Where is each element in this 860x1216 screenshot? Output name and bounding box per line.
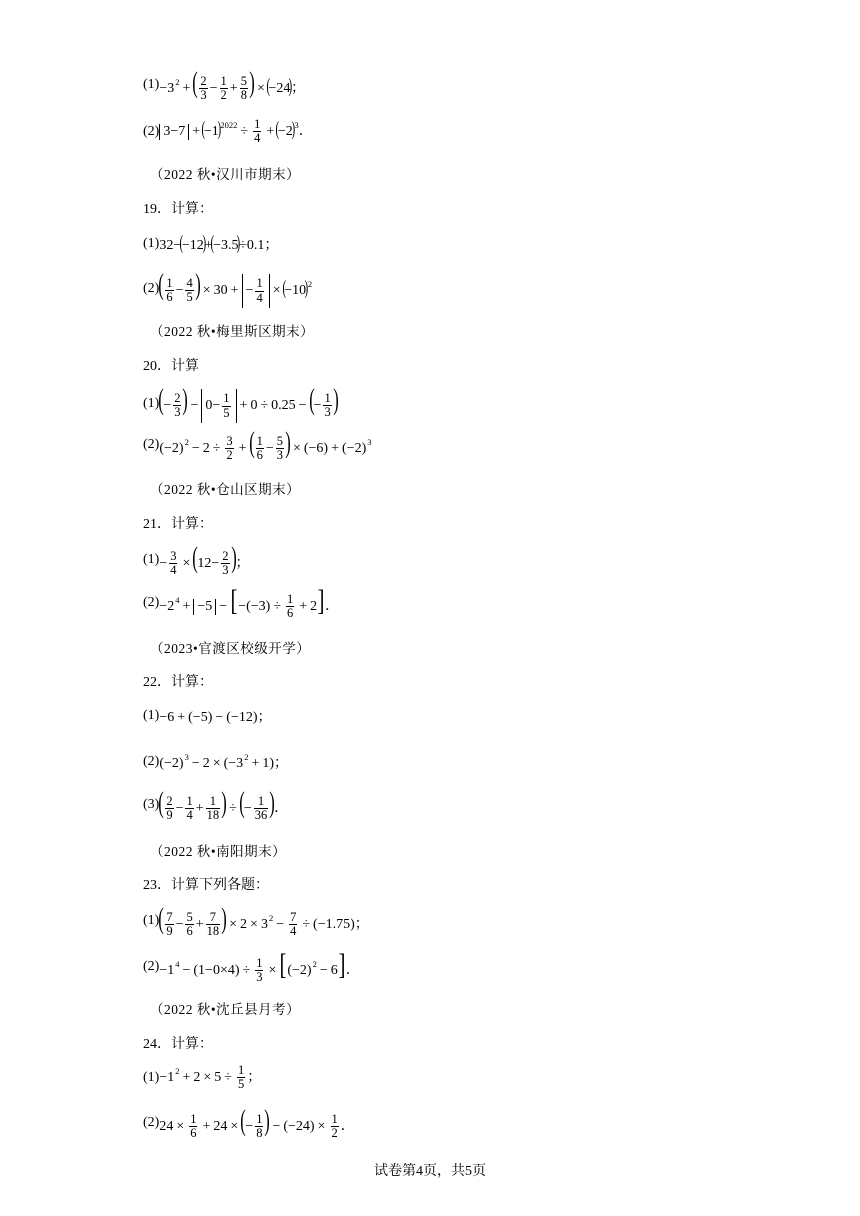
question-title: 20．计算 xyxy=(143,359,199,374)
math-expression: − $\frac{3}{4}$ ×(12− $\frac{2}{3}$ )； xyxy=(159,541,250,578)
q21-part1 xyxy=(143,543,250,577)
source-note: （2022 秋•梅里斯区期末） xyxy=(150,324,315,339)
q22-part3 xyxy=(143,788,288,822)
part-label: (1) xyxy=(143,913,160,929)
math-expression: (− $\frac{2}{3}$ ) − 0− $\frac{1}{5}$ + 0 ÷ 0.25 −(− $\frac{1}{3}$ ) xyxy=(159,385,337,423)
math-expression: $(-2)^2 - 2$ ÷ $\frac{3}{2}$ +( $\frac{1}{6}$ − $\frac{5}{3}$ ) × $(-6) + (-2)^3$ xyxy=(159,426,372,463)
part-label: (1) xyxy=(143,708,160,723)
part-label: (2) xyxy=(143,437,160,453)
question-title: 21．计算： xyxy=(143,517,213,532)
q22-part2 xyxy=(143,752,288,772)
part-label: (1) xyxy=(143,1069,160,1085)
source-note: （2022 秋•南阳期末） xyxy=(150,844,287,859)
q20-part2 xyxy=(143,428,372,462)
part-label: (3) xyxy=(143,797,160,813)
part-label: (1) xyxy=(143,77,160,93)
q24-part1 xyxy=(143,1064,261,1091)
math-expression: $(-2)^3 - 2 \times (-3^2 + 1)$； xyxy=(159,752,289,771)
question-title: 23．计算下列各题： xyxy=(143,878,269,893)
part-label: (2) xyxy=(143,595,160,611)
question-title: 24．计算： xyxy=(143,1037,213,1052)
page-footer: 试卷第4页，共5页 xyxy=(374,1164,486,1179)
source-note: （2022 秋•沈丘县月考） xyxy=(150,1002,301,1017)
q19-part1 xyxy=(143,233,278,254)
math-expression: −6 + (−5) − (−12)； xyxy=(159,710,272,725)
math-expression: ( $\frac{1}{6}$ − $\frac{4}{5}$ ) × 30 + − $\frac{1}{4}$ $\times(-10)^2$ xyxy=(159,270,312,308)
q20-part1 xyxy=(143,385,338,423)
q21-part2 xyxy=(143,586,339,620)
question-title: 22．计算： xyxy=(143,675,213,690)
q23-part1 xyxy=(143,904,369,938)
math-expression: $-1^2 + 2 \times 5$ ÷ $\frac{1}{5}$ ； xyxy=(159,1063,262,1092)
source-note: （2022 秋•汉川市期末） xyxy=(150,167,301,182)
part-label: (1) xyxy=(143,235,160,251)
math-expression: ( $\frac{7}{9}$ − $\frac{5}{6}$ + $\frac{7}{18}$ ) × $2 \times 3^2$ − $\frac{7}{4}$ ÷ (−1.75)； xyxy=(158,902,369,939)
part-label: (2) xyxy=(143,959,160,975)
part-label: (2) xyxy=(143,123,160,139)
q18-part1 xyxy=(143,68,305,102)
part-label: (2) xyxy=(143,754,160,769)
math-expression: $-3^2$ +( $\frac{2}{3}$ − $\frac{1}{2}$ + $\frac{5}{8}$ ) ×(−24)； xyxy=(159,66,306,103)
part-label: (1) xyxy=(143,552,160,568)
q22-part1 xyxy=(143,706,272,726)
question-title: 19．计算： xyxy=(143,202,213,217)
math-expression: $-2^4 + -5 - [-(-3)$ ÷ $\frac{1}{6}$ + 2]． xyxy=(159,584,340,621)
q23-part2 xyxy=(143,950,360,984)
q19-part2 xyxy=(143,270,312,308)
math-expression: ( $\frac{2}{9}$ − $\frac{1}{4}$ + $\frac{1}{18}$ ) ÷(− $\frac{1}{36}$ )． xyxy=(158,786,289,823)
part-label: (2) xyxy=(143,281,160,296)
q18-part2 xyxy=(143,118,313,145)
part-label: (1) xyxy=(143,396,160,411)
part-label: (2) xyxy=(143,1115,160,1131)
source-note: （2022 秋•仓山区期末） xyxy=(150,482,301,497)
math-expression: $3-7 +(-1)^{2022}$ ÷ $\frac{1}{4}$ $+(-2)^3$． xyxy=(159,118,312,145)
math-expression: $-1^4 - (1-0\times 4)$ ÷ $\frac{1}{3}$ × $[(-2)^2 - 6]$． xyxy=(159,948,360,985)
math-expression: 32−(−12)+(−3.5)÷0.1； xyxy=(159,232,279,254)
math-expression: 24 × $\frac{1}{6}$ + 24 ×(− $\frac{1}{8}$ ) − (−24) × $\frac{1}{2}$ ． xyxy=(159,1104,355,1141)
source-note: （2023•官渡区校级开学） xyxy=(150,641,311,656)
q24-part2 xyxy=(143,1106,355,1140)
